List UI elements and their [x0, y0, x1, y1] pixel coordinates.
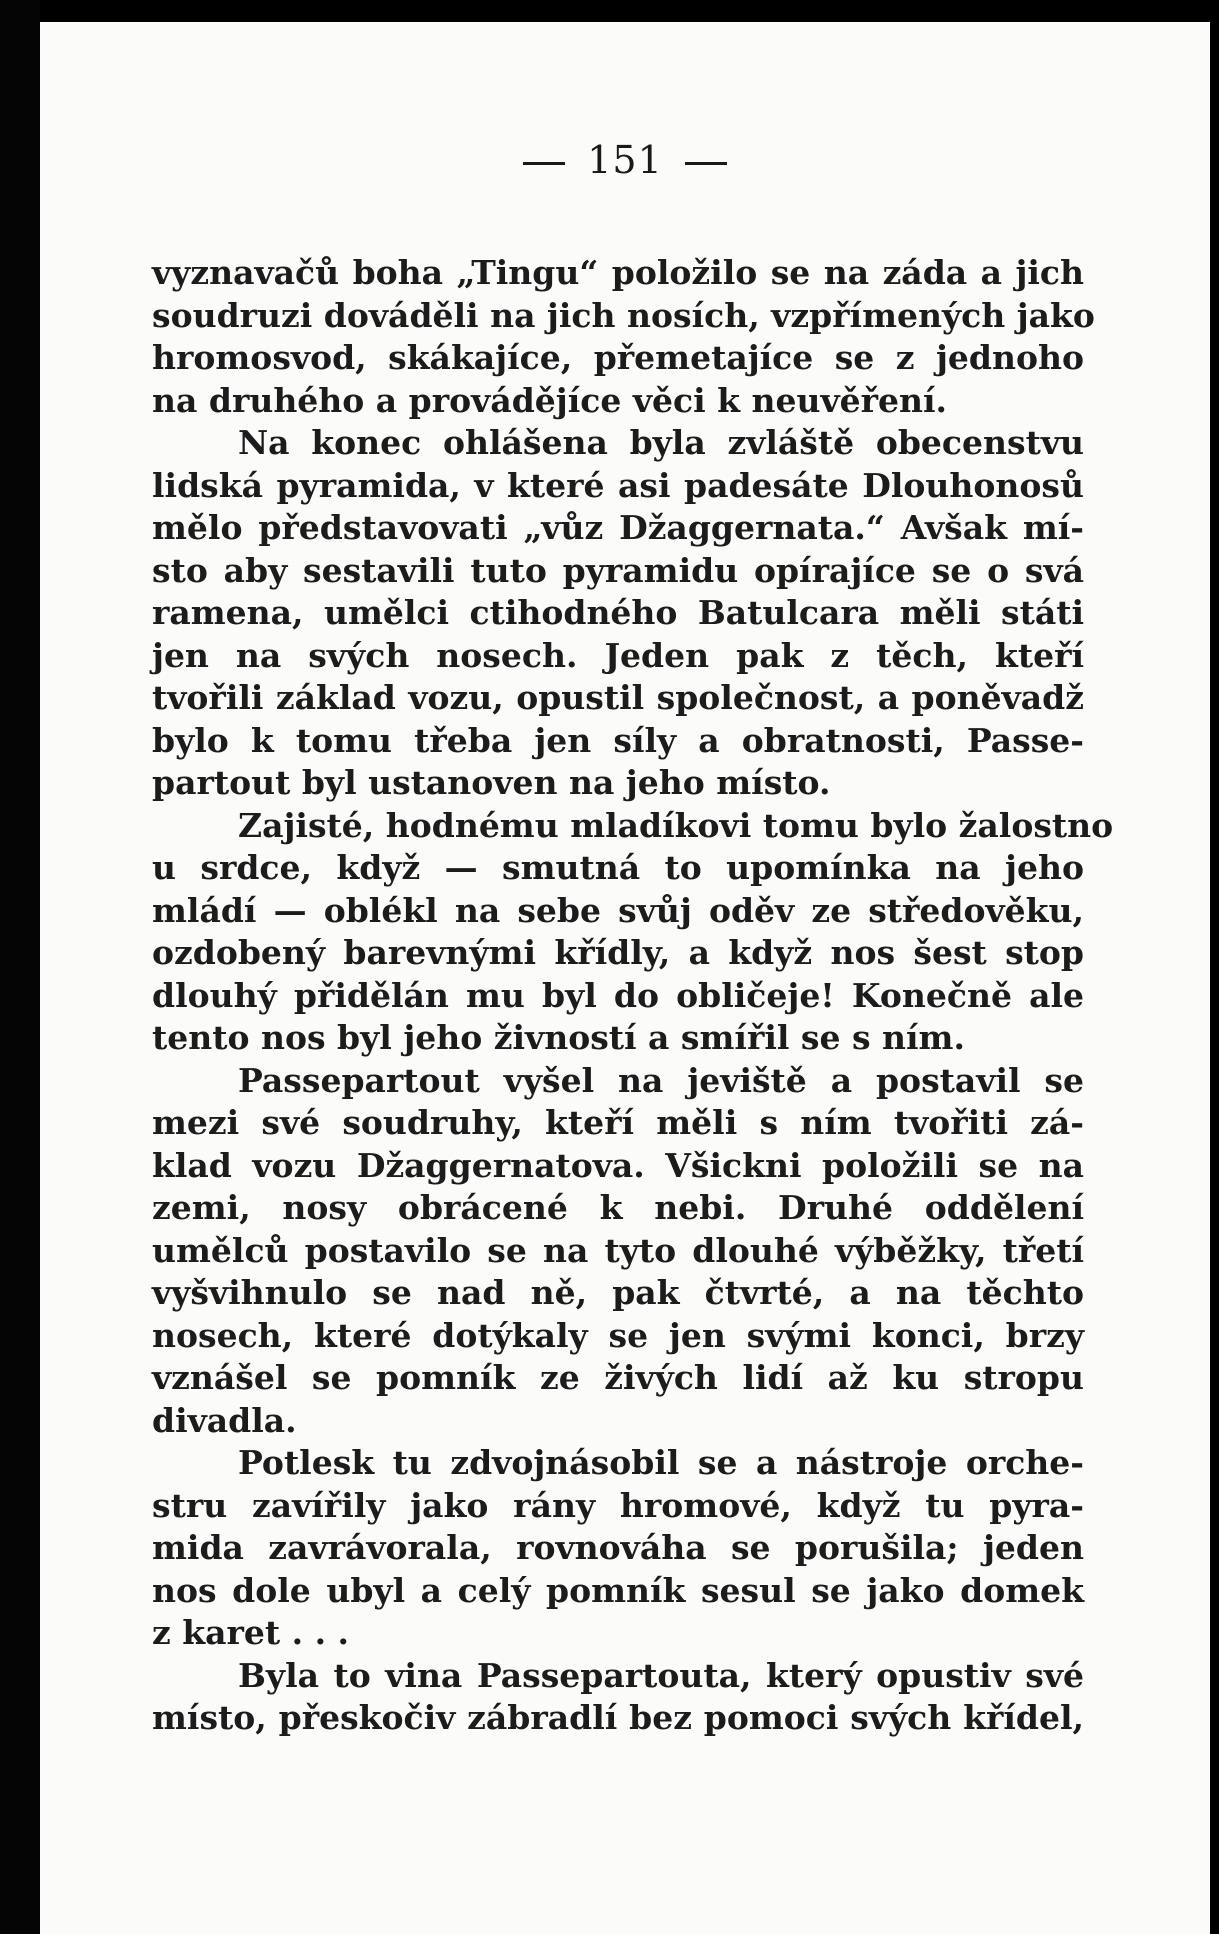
text-line: vznášel se pomník ze živých lidí až ku stropu — [152, 1358, 1084, 1397]
text-line: ramena, umělci ctihodného Batulcara měli státi — [152, 593, 1084, 632]
text-line: hromosvod, skákajíce, přemetajíce se z jednoho — [152, 338, 1084, 377]
text-line: bylo k tomu třeba jen síly a obratnosti, Passe- — [152, 720, 1084, 760]
text-line: mělo představovati „vůz Džaggernata.“ Avšak mí- — [152, 508, 1084, 547]
text-line: dlouhý přidělán mu byl do obličeje! Konečně ale — [152, 975, 1084, 1015]
book-spine-edge — [0, 0, 40, 1934]
text-line: partout byl ustanoven na jeho místo. — [152, 763, 831, 802]
text-line: Byla to vina Passepartouta, který opustiv své — [238, 1655, 1084, 1695]
paragraph — [152, 1655, 1084, 1740]
text-line: vyšvihnulo se nad ně, pak čtvrté, a na těchto — [152, 1273, 1084, 1312]
text-line: zemi, nosy obrácené k nebi. Druhé oddělení — [152, 1188, 1084, 1227]
text-line: Zajisté, hodnému mladíkovi tomu bylo žalostno — [238, 805, 1114, 845]
book-page — [40, 22, 1210, 1934]
text-line: umělců postavilo se na tyto dlouhé výběžky, třetí — [152, 1230, 1084, 1270]
text-line: mezi své soudruhy, kteří měli s ním tvořiti zá- — [152, 1103, 1084, 1142]
text-line: u srdce, když — smutná to upomínka na jeho — [152, 848, 1084, 887]
text-line: stru zavířily jako rány hromové, když tu pyra- — [152, 1485, 1084, 1525]
page-number: 151 — [587, 138, 663, 182]
text-line: tento nos byl jeho živností a smířil se s ním. — [152, 1018, 965, 1057]
text-line: místo, přeskočiv zábradlí bez pomoci svých křídel, — [152, 1698, 1084, 1737]
dash-left — [523, 162, 565, 165]
text-line: nosech, které dotýkaly se jen svými konci, brzy — [152, 1315, 1084, 1355]
dash-right — [685, 162, 727, 165]
text-line: klad vozu Džaggernatova. Všickni položili se na — [152, 1145, 1084, 1185]
text-line: jen na svých nosech. Jeden pak z těch, kteří — [152, 635, 1084, 675]
text-line: z karet . . . — [152, 1613, 350, 1652]
text-line: divadla. — [152, 1400, 297, 1440]
text-line: mládí — oblékl na sebe svůj oděv ze středověku, — [152, 890, 1084, 930]
text-line: Passepartout vyšel na jeviště a postavil se — [238, 1060, 1084, 1100]
text-line: tvořili základ vozu, opustil společnost, a poněvadž — [152, 678, 1084, 717]
page-number-header — [40, 138, 1210, 182]
text-line: na druhého a provádějíce věci k neuvěření. — [152, 380, 948, 420]
paragraph — [152, 422, 1084, 805]
text-line: sto aby sestavili tuto pyramidu opírajíce se o svá — [152, 550, 1084, 590]
body-text — [152, 252, 1114, 1740]
paragraph — [152, 252, 1095, 422]
paragraph — [152, 1442, 1084, 1655]
text-line: Na konec ohlášena byla zvláště obecenstvu — [238, 423, 1084, 462]
paragraph — [152, 805, 1114, 1060]
text-line: nos dole ubyl a celý pomník sesul se jako domek — [152, 1570, 1084, 1610]
text-line: soudruzi dováděli na jich nosích, vzpřímených jako — [152, 295, 1095, 335]
text-line: lidská pyramida, v které asi padesáte Dlouhonosů — [152, 465, 1084, 505]
text-line: mida zavrávorala, rovnováha se porušila; jeden — [152, 1528, 1084, 1567]
paragraph — [152, 1060, 1084, 1443]
text-line: Potlesk tu zdvojnásobil se a nástroje orche- — [238, 1443, 1084, 1482]
text-line: vyznavačů boha „Tingu“ položilo se na záda a jich — [152, 253, 1084, 292]
text-line: ozdobený barevnými křídly, a když nos šest stop — [152, 933, 1084, 972]
